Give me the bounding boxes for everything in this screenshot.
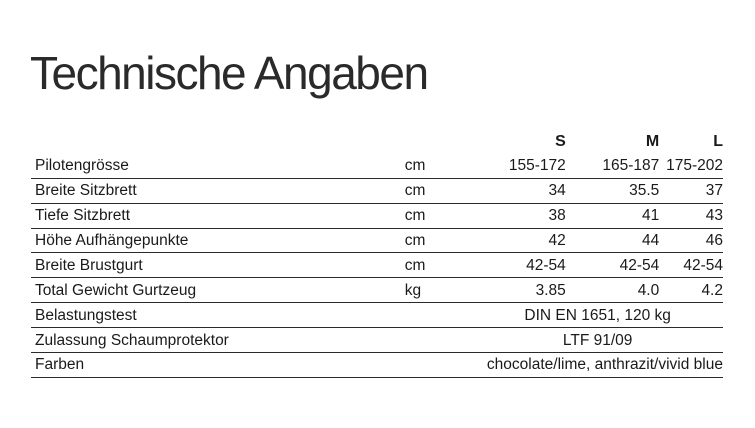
table-row — [31, 278, 723, 303]
header-size-l: L — [713, 133, 723, 151]
row-label: Farben — [31, 353, 405, 378]
row-value-m: 41 — [566, 203, 659, 228]
row-value-s: 34 — [472, 178, 565, 203]
specs-table — [31, 130, 723, 378]
row-label: Total Gewicht Gurtzeug — [31, 278, 405, 303]
row-unit: cm — [405, 228, 473, 253]
row-value-s: 42-54 — [472, 253, 565, 278]
row-value-s: 38 — [472, 203, 565, 228]
row-unit-blank — [405, 353, 473, 378]
row-label: Breite Sitzbrett — [31, 178, 405, 203]
table-row — [31, 228, 723, 253]
row-unit: cm — [405, 253, 473, 278]
row-value-l: 37 — [659, 178, 723, 203]
row-value-l: 4.2 — [659, 278, 723, 303]
row-unit-blank — [405, 328, 473, 353]
row-label: Höhe Aufhängepunkte — [31, 228, 405, 253]
row-unit: cm — [405, 178, 473, 203]
header-size-m: M — [645, 133, 660, 151]
row-value-m: 165-187 — [566, 154, 659, 178]
row-value-s: 42 — [472, 228, 565, 253]
table-row — [31, 178, 723, 203]
table-row-merged — [31, 353, 723, 378]
row-value-m: 42-54 — [566, 253, 659, 278]
row-unit-blank — [405, 303, 473, 328]
row-value-merged: chocolate/lime, anthrazit/vivid blue — [472, 353, 723, 378]
row-label: Breite Brustgurt — [31, 253, 405, 278]
row-unit: cm — [405, 203, 473, 228]
row-value-s: 155-172 — [472, 154, 565, 178]
header-unit-blank — [405, 130, 473, 154]
table-row — [31, 154, 723, 178]
row-label: Zulassung Schaumprotektor — [31, 328, 405, 353]
row-value-l: 42-54 — [659, 253, 723, 278]
row-value-s: 3.85 — [472, 278, 565, 303]
table-header-row — [31, 130, 723, 154]
row-value-m: 44 — [566, 228, 659, 253]
row-label: Belastungstest — [31, 303, 405, 328]
table-row — [31, 203, 723, 228]
table-row — [31, 253, 723, 278]
row-value-m: 35.5 — [566, 178, 659, 203]
row-unit: kg — [405, 278, 473, 303]
row-value-m: 4.0 — [566, 278, 659, 303]
row-value-l: 46 — [659, 228, 723, 253]
header-size-s: S — [555, 133, 566, 151]
header-label-blank — [31, 130, 405, 154]
row-label: Pilotengrösse — [31, 154, 405, 178]
row-unit: cm — [405, 154, 473, 178]
table-row-merged — [31, 303, 723, 328]
row-value-l: 43 — [659, 203, 723, 228]
row-value-merged: DIN EN 1651, 120 kg — [472, 303, 723, 328]
row-value-l: 175-202 — [659, 154, 723, 178]
row-label: Tiefe Sitzbrett — [31, 203, 405, 228]
row-value-merged: LTF 91/09 — [472, 328, 723, 353]
page-title: Technische Angaben — [30, 47, 428, 99]
table-row-merged — [31, 328, 723, 353]
